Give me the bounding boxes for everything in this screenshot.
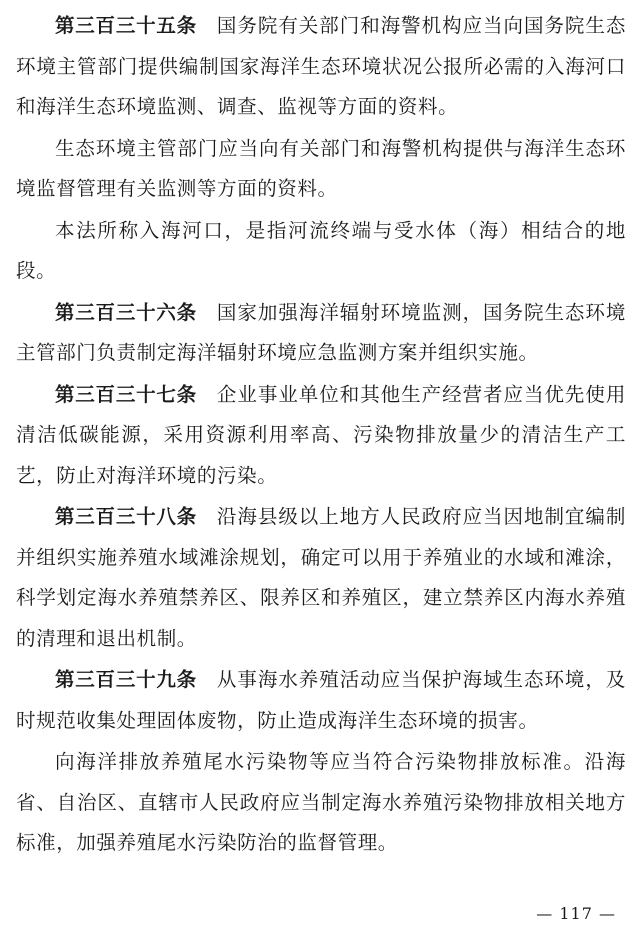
article-336-text-1: 国家加强海洋辐射环境监测，国务院生态环境主管部门负责制定海洋辐射环境应急监测方案并组织实施。: [16, 300, 626, 364]
page-number: — 117 —: [536, 904, 616, 923]
document-page: [16, 6, 626, 865]
article-339-number: 第三百三十九条: [55, 668, 197, 691]
article-339-text-1: 从事海水养殖活动应当保护海域生态环境，及时规范收集处理固体废物，防止造成海洋生态环境的损害。: [16, 668, 626, 732]
article-338-paragraph-1: [16, 497, 626, 659]
article-335-text-1: 国务院有关部门和海警机构应当向国务院生态环境主管部门提供编制国家海洋生态环境状况公报所必需的入海河口和海洋生态环境监测、调查、监视等方面的资料。: [16, 14, 626, 118]
article-338-text-1: 沿海县级以上地方人民政府应当因地制宜编制并组织实施养殖水域滩涂规划，确定可以用于养殖业的水域和滩涂，科学划定海水养殖禁养区、限养区和养殖区，建立禁养区内海水养殖的清理和退出机制。: [16, 505, 626, 650]
article-337-number: 第三百三十七条: [55, 382, 197, 406]
article-337-text-1: 企业事业单位和其他生产经营者应当优先使用清洁低碳能源，采用资源利用率高、污染物排放量少的清洁生产工艺，防止对海洋环境的污染。: [16, 382, 626, 487]
article-338-number: 第三百三十八条: [55, 505, 197, 528]
article-339-paragraph-2: 向海洋排放养殖尾水污染物等应当符合污染物排放标准。沿海省、自治区、直辖市人民政府应当制定海水养殖污染物排放相关地方标准，加强养殖尾水污染防治的监督管理。: [16, 750, 626, 854]
article-339-paragraph-1: [16, 660, 626, 741]
article-335-paragraph-2: 生态环境主管部门应当向有关部门和海警机构提供与海洋生态环境监督管理有关监测等方面的资料。: [16, 136, 626, 200]
article-337-paragraph-1: [16, 375, 626, 497]
article-336-paragraph-1: [16, 293, 626, 374]
article-335-paragraph-1: [16, 6, 626, 128]
article-336-number: 第三百三十六条: [55, 300, 197, 324]
article-335-paragraph-3: 本法所称入海河口，是指河流终端与受水体（海）相结合的地段。: [16, 218, 626, 282]
article-335-number: 第三百三十五条: [55, 14, 197, 37]
